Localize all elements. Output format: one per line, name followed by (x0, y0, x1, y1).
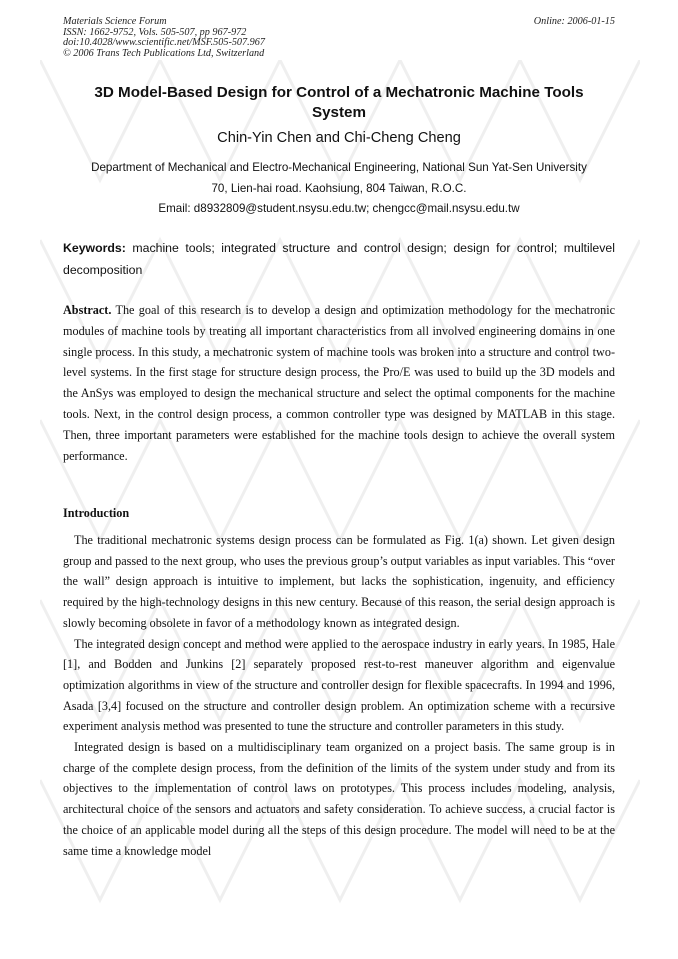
doi-line: doi:10.4028/www.scientific.net/MSF.505-507.967 (63, 37, 265, 49)
paragraph: The integrated design concept and method were applied to the aerospace industry in early years. In 1985, Hale [1], and Bodden and Junkins [2] separately proposed rest-to-rest maneuver algorithm and eigenvalue optimization algorithms in view of the structure and controller design for flexible spacecrafts. In 1994 and 1996, Asada [3,4] focused on the structure and controller design problem. An optimization scheme with a recursive experiment analysis method was presented to tune the structure and controller parameters in this study. (63, 636, 615, 734)
copyright-line: © 2006 Trans Tech Publications Ltd, Switzerland (63, 47, 265, 59)
keywords-section (63, 238, 615, 281)
affiliation-block (55, 158, 623, 220)
paper-authors: Chin-Yin Chen and Chi-Cheng Cheng (217, 130, 461, 146)
paragraph: Integrated design is based on a multidisciplinary team organized on a project basis. The same group is in charge of the complete design process, from the definition of the limits of the system under study and from its objectives to the implementation of control laws on prototypes. This process includes modeling, analysis, architectural choice of the sensors and actuators and safety consideration. To achieve success, a crucial factor is the choice of an applicable model during all the steps of this design procedure. The model will need to be at the same time a knowledge model (63, 740, 615, 858)
affiliation-address: 70, Lien-hai road. Kaohsiung, 804 Taiwan, R.O.C. (211, 181, 467, 195)
author-emails: Email: d8932809@student.nsysu.edu.tw; chengcc@mail.nsysu.edu.tw (158, 202, 520, 215)
keywords-text: machine tools; integrated structure and control design; design for control; multilevel decomposition (63, 241, 615, 277)
paragraph: The traditional mechatronic systems design process can be formulated as Fig. 1(a) shown. Let given design group and passed to the next group, who uses the previous group’s output variables as input variables. This “over the wall” design approach is intuitive to implement, but lacks the sophistication, ingenuity, and efficiency required by the high-technology designs in this new century. Because of this reason, the serial design approach is slowly becoming obsolete in favor of a methodology known as integrated design. (63, 533, 615, 630)
issn-line: ISSN: 1662-9752, Vols. 505-507, pp 967-972 (63, 26, 247, 38)
affiliation-department: Department of Mechanical and Electro-Mechanical Engineering, National Sun Yat-Sen University (91, 161, 587, 174)
keywords-label: Keywords: (63, 241, 126, 255)
paper-title: 3D Model-Based Design for Control of a Mechatronic Machine Tools System (94, 84, 584, 121)
online-date: Online: 2006-01-15 (533, 16, 615, 27)
abstract-label: Abstract. (63, 303, 112, 317)
abstract-section (63, 300, 615, 466)
abstract-text: The goal of this research is to develop a design and optimization methodology for the mechatronic modules of machine tools by treating all important characteristics from all involved engineering domains in one single process. In this study, a mechatronic system of machine tools was broken into a structure and control two-level systems. In the first stage for structure design process, the Pro/E was used to build up the 3D models and the AnSys was employed to design the mechanical structure and select the optimal components for the machine tools. Next, in the control design process, a common controller type was designed by MATLAB in this stage. Then, three important parameters were established for the machine tools design to achieve the overall system performance. (63, 303, 615, 463)
section-heading-introduction: Introduction (63, 506, 130, 520)
journal-name: Materials Science Forum (63, 16, 167, 27)
introduction-body (63, 530, 615, 861)
page-header (63, 17, 615, 59)
